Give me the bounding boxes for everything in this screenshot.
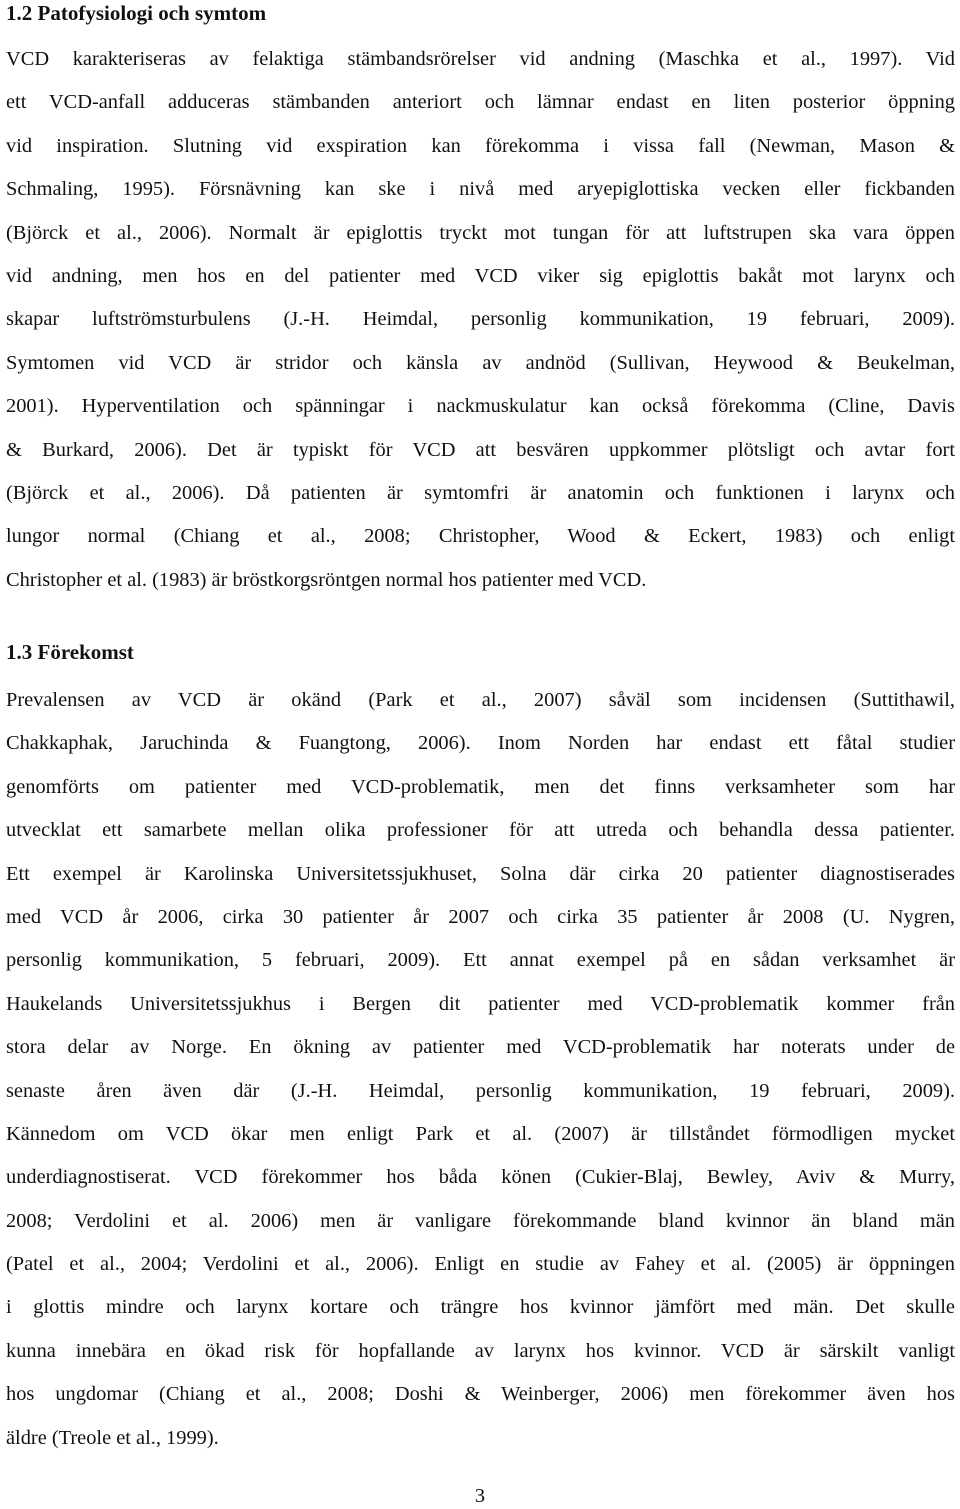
text-line: (Björck et al., 2006). Då patienten är symtomfri är anatomin och funktionen i larynx och bbox=[6, 481, 955, 504]
section-heading: 1.2 Patofysiologi och symtom bbox=[6, 1, 267, 25]
text-line: kunna innebära en ökad risk för hopfallande av larynx hos kvinnor. VCD är särskilt vanligt bbox=[6, 1339, 955, 1362]
text-line: utvecklat ett samarbete mellan olika professioner för att utreda och behandla dessa patienter. bbox=[6, 819, 955, 842]
section-body bbox=[6, 679, 955, 1460]
text-line: äldre (Treole et al., 1999). bbox=[6, 1426, 219, 1449]
text-line: (Patel et al., 2004; Verdolini et al., 2006). Enligt en studie av Fahey et al. (2005) är öppningen bbox=[6, 1253, 955, 1276]
text-line: senaste åren även där (J.-H. Heimdal, personlig kommunikation, 19 februari, 2009). bbox=[6, 1079, 955, 1102]
text-line: lungor normal (Chiang et al., 2008; Christopher, Wood & Eckert, 1983) och enligt bbox=[6, 525, 955, 548]
page-number: 3 bbox=[474, 1485, 486, 1507]
text-line: personlig kommunikation, 5 februari, 2009). Ett annat exempel på en sådan verksamhet är bbox=[6, 949, 955, 972]
section-body bbox=[6, 38, 955, 602]
text-line: Ett exempel är Karolinska Universitetssjukhuset, Solna där cirka 20 patienter diagnostiserades bbox=[6, 862, 955, 885]
text-line: vid andning, men hos en del patienter med VCD viker sig epiglottis bakåt mot larynx och bbox=[6, 264, 955, 287]
text-line: ett VCD-anfall adduceras stämbanden anteriort och lämnar endast en liten posterior öppning bbox=[6, 91, 955, 114]
text-line: & Burkard, 2006). Det är typiskt för VCD att besvären uppkommer plötsligt och avtar fort bbox=[6, 438, 955, 461]
text-line: 2001). Hyperventilation och spänningar i nackmuskulatur kan också förekomma (Cline, Davis bbox=[6, 395, 955, 418]
text-line: Schmaling, 1995). Försnävning kan ske i nivå med aryepiglottiska vecken eller fickbanden bbox=[6, 178, 955, 201]
text-line: Christopher et al. (1983) är bröstkorgsröntgen normal hos patienter med VCD. bbox=[6, 568, 647, 591]
text-line: skapar luftströmsturbulens (J.-H. Heimdal, personlig kommunikation, 19 februari, 2009). bbox=[6, 308, 955, 331]
text-line: hos ungdomar (Chiang et al., 2008; Doshi & Weinberger, 2006) men förekommer även hos bbox=[6, 1383, 955, 1406]
text-line: i glottis mindre och larynx kortare och trängre hos kvinnor jämfört med män. Det skulle bbox=[6, 1296, 955, 1319]
text-line: stora delar av Norge. En ökning av patienter med VCD-problematik har noterats under de bbox=[6, 1036, 955, 1059]
text-line: med VCD år 2006, cirka 30 patienter år 2007 och cirka 35 patienter år 2008 (U. Nygren, bbox=[6, 905, 955, 928]
text-line: (Björck et al., 2006). Normalt är epiglottis tryckt mot tungan för att luftstrupen ska vara öppen bbox=[6, 221, 955, 244]
text-line: Haukelands Universitetssjukhus i Bergen dit patienter med VCD-problematik kommer från bbox=[6, 992, 955, 1015]
text-line: Chakkaphak, Jaruchinda & Fuangtong, 2006). Inom Norden har endast ett fåtal studier bbox=[6, 732, 955, 755]
text-line: underdiagnostiserat. VCD förekommer hos båda könen (Cukier-Blaj, Bewley, Aviv & Murry, bbox=[6, 1166, 955, 1189]
text-line: 2008; Verdolini et al. 2006) men är vanligare förekommande bland kvinnor än bland män bbox=[6, 1209, 955, 1232]
text-line: genomförts om patienter med VCD-problematik, men det finns verksamheter som har bbox=[6, 775, 955, 798]
text-line: Symtomen vid VCD är stridor och känsla av andnöd (Sullivan, Heywood & Beukelman, bbox=[6, 351, 955, 374]
text-line: Kännedom om VCD ökar men enligt Park et al. (2007) är tillståndet förmodligen mycket bbox=[6, 1122, 955, 1145]
section-heading: 1.3 Förekomst bbox=[6, 640, 134, 664]
text-line: VCD karakteriseras av felaktiga stämbandsrörelser vid andning (Maschka et al., 1997). Vid bbox=[6, 48, 955, 70]
text-line: vid inspiration. Slutning vid exspiration kan förekomma i vissa fall (Newman, Mason & bbox=[6, 134, 955, 157]
text-line: Prevalensen av VCD är okänd (Park et al., 2007) såväl som incidensen (Suttithawil, bbox=[6, 689, 955, 711]
